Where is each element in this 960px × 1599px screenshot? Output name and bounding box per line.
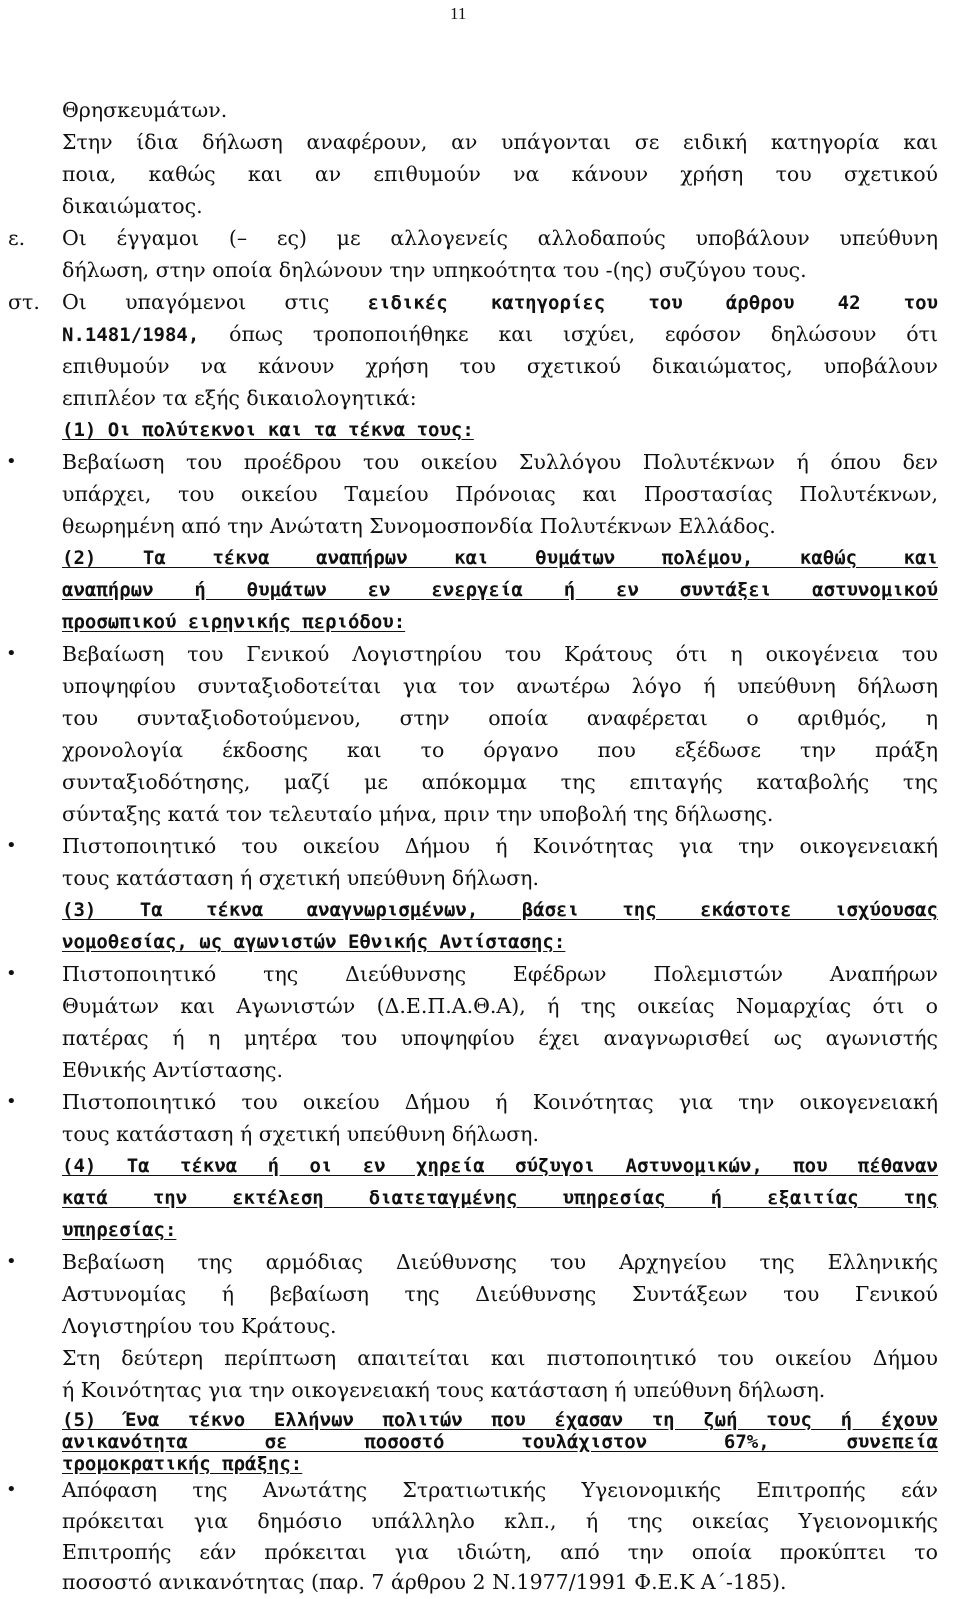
text-line: πρόκειται για δημόσιο υπάλληλο κλπ., ή της οικείας Υγειονομικής bbox=[62, 1509, 938, 1533]
text-line: Βεβαίωση της αρμόδιας Διεύθυνσης του Αρχηγείου της Ελληνικής bbox=[62, 1250, 938, 1274]
text-line: επιθυμούν να κάνουν χρήση του σχετικού δικαιώματος, υποβάλουν bbox=[62, 354, 938, 378]
text-line: χρονολογία έκδοσης και το όργανο που εξέδωσε την πράξη bbox=[62, 738, 938, 762]
text-line: Λογιστηρίου του Κράτους. bbox=[62, 1314, 337, 1338]
section-heading: (2) Τα τέκνα αναπήρων και θυμάτων πολέμου, καθώς και bbox=[62, 547, 938, 569]
section-heading: τρομοκρατικής πράξης: bbox=[62, 1453, 303, 1475]
text-line: ποσοστό ανικανότητας (παρ. 7 άρθρου 2 Ν.1977/1991 Φ.Ε.Κ Α΄-185). bbox=[62, 1570, 787, 1594]
bullet-icon: • bbox=[6, 1479, 17, 1500]
bullet-icon: • bbox=[6, 643, 17, 664]
text-segment: Οι υπαγόμενοι στις bbox=[62, 290, 368, 314]
text-line: σύνταξης κατά τον τελευταίο μήνα, πριν την υποβολή της δήλωσης. bbox=[62, 802, 774, 826]
text-line: Απόφαση της Ανωτάτης Στρατιωτικής Υγειονομικής Επιτροπής εάν bbox=[62, 1478, 938, 1502]
bullet-icon: • bbox=[6, 835, 17, 856]
text-line: υποψηφίου συνταξιοδοτείται για τον ανωτέρω λόγο ή υπεύθυνη δήλωση bbox=[62, 674, 938, 698]
text-line: υπάρχει, του οικείου Ταμείου Πρόνοιας και Προστασίας Πολυτέκνων, bbox=[62, 482, 938, 506]
text-line: Βεβαίωση του Γενικού Λογιστηρίου του Κράτους ότι η οικογένεια του bbox=[62, 642, 938, 666]
text-line: ποια, καθώς και αν επιθυμούν να κάνουν χρήση του σχετικού bbox=[62, 162, 938, 186]
text-line: Εθνικής Αντίστασης. bbox=[62, 1058, 283, 1082]
text-line: πατέρας ή η μητέρα του υποψηφίου έχει αναγνωρισθεί ως αγωνιστής bbox=[62, 1026, 938, 1050]
text-line: Πιστοποιητικό του οικείου Δήμου ή Κοινότητας για την οικογενειακή bbox=[62, 834, 938, 858]
text-line: Θυμάτων και Αγωνιστών (Δ.Ε.Π.Α.Θ.Α), ή της οικείας Νομαρχίας ότι ο bbox=[62, 994, 938, 1018]
bullet-icon: • bbox=[6, 1091, 17, 1112]
text-line: Στην ίδια δήλωση αναφέρουν, αν υπάγονται σε ειδική κατηγορία και bbox=[62, 130, 938, 154]
section-heading: υπηρεσίας: bbox=[62, 1219, 177, 1241]
text-line: ή Κοινότητας για την οικογενειακή τους κατάσταση ή υπεύθυνη δήλωση. bbox=[62, 1378, 826, 1402]
section-heading: νομοθεσίας, ως αγωνιστών Εθνικής Αντίστασης: bbox=[62, 931, 566, 953]
list-marker: στ. bbox=[8, 290, 40, 314]
bold-segment: ειδικές κατηγορίες του άρθρου 42 του bbox=[367, 292, 938, 314]
section-heading: (5) Ένα τέκνο Ελλήνων πολιτών που έχασαν τη ζωή τους ή έχουν bbox=[62, 1409, 938, 1431]
section-heading: κατά την εκτέλεση διατεταγμένης υπηρεσίας ή εξαιτίας της bbox=[62, 1187, 938, 1209]
text-line bbox=[62, 288, 938, 316]
text-segment: όπως τροποποιήθηκε και ισχύει, εφόσον δηλώσουν ότι bbox=[199, 322, 938, 346]
section-heading: αναπήρων ή θυμάτων εν ενεργεία ή εν συντάξει αστυνομικού bbox=[62, 579, 938, 601]
text-line: τους κατάσταση ή σχετική υπεύθυνη δήλωση. bbox=[62, 866, 539, 890]
text-line: Πιστοποιητικό της Διεύθυνσης Εφέδρων Πολεμιστών Αναπήρων bbox=[62, 962, 938, 986]
section-heading: ανικανότητα σε ποσοστό τουλάχιστον 67%, συνεπεία bbox=[62, 1431, 938, 1453]
text-line: Βεβαίωση του προέδρου του οικείου Συλλόγου Πολυτέκνων ή όπου δεν bbox=[62, 450, 938, 474]
text-line: Στη δεύτερη περίπτωση απαιτείται και πιστοποιητικό του οικείου Δήμου bbox=[62, 1346, 938, 1370]
section-heading: (1) Οι πολύτεκνοι και τα τέκνα τους: bbox=[62, 419, 474, 441]
text-line: θεωρημένη από την Ανώτατη Συνομοσπονδία Πολυτέκνων Ελλάδος. bbox=[62, 514, 776, 538]
page-number: 11 bbox=[450, 4, 467, 23]
text-line: Οι έγγαμοι (– ες) με αλλογενείς αλλοδαπούς υποβάλουν υπεύθυνη bbox=[62, 226, 938, 250]
text-line: Πιστοποιητικό του οικείου Δήμου ή Κοινότητας για την οικογενειακή bbox=[62, 1090, 938, 1114]
text-line: δικαιώματος. bbox=[62, 194, 203, 218]
text-line: Επιτροπής εάν πρόκειται για ιδιώτη, από την οποία προκύπτει το bbox=[62, 1540, 938, 1564]
bullet-icon: • bbox=[6, 451, 17, 472]
text-line: του συνταξιοδοτούμενου, στην οποία αναφέρεται ο αριθμός, η bbox=[62, 706, 938, 730]
bullet-icon: • bbox=[6, 1251, 17, 1272]
text-line: επιπλέον τα εξής δικαιολογητικά: bbox=[62, 386, 417, 410]
list-marker: ε. bbox=[8, 226, 26, 250]
text-line: Αστυνομίας ή βεβαίωση της Διεύθυνσης Συντάξεων του Γενικού bbox=[62, 1282, 938, 1306]
text-line bbox=[62, 320, 938, 348]
text-line: συνταξιοδότησης, μαζί με απόκομμα της επιταγής καταβολής της bbox=[62, 770, 938, 794]
bold-segment: Ν.1481/1984, bbox=[62, 324, 200, 346]
bullet-icon: • bbox=[6, 963, 17, 984]
text-line: Θρησκευμάτων. bbox=[62, 98, 228, 122]
section-heading: (3) Τα τέκνα αναγνωρισμένων, βάσει της εκάστοτε ισχύουσας bbox=[62, 899, 938, 921]
text-line: δήλωση, στην οποία δηλώνουν την υπηκοότητα του -(ης) συζύγου τους. bbox=[62, 258, 807, 282]
section-heading: (4) Τα τέκνα ή οι εν χηρεία σύζυγοι Αστυνομικών, που πέθαναν bbox=[62, 1155, 938, 1177]
text-line: τους κατάσταση ή σχετική υπεύθυνη δήλωση. bbox=[62, 1122, 539, 1146]
section-heading: προσωπικού ειρηνικής περιόδου: bbox=[62, 611, 406, 633]
